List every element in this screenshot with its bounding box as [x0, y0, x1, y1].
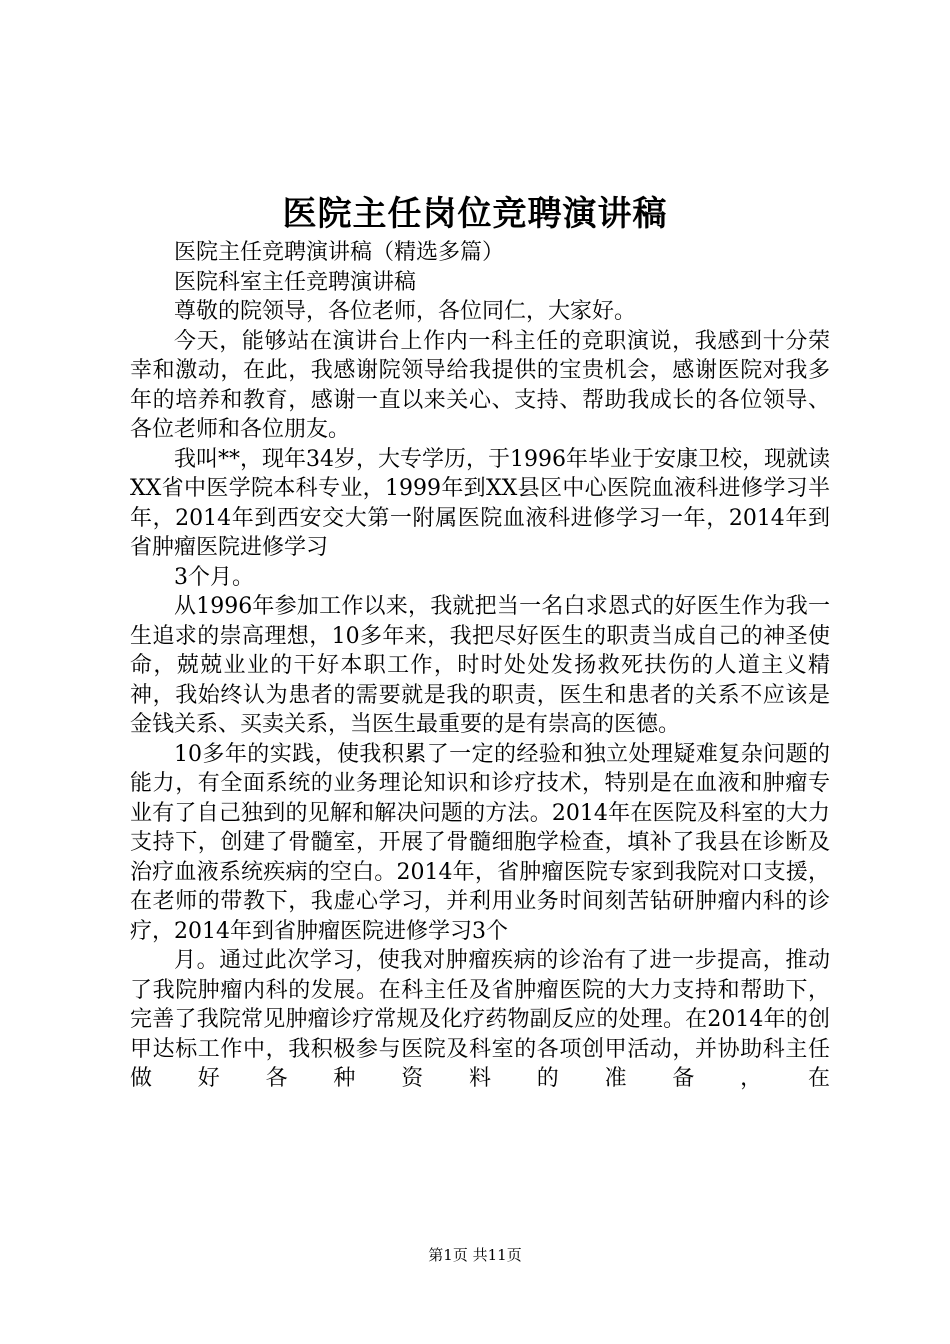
paragraph-experience: 10多年的实践，使我积累了一定的经验和独立处理疑难复杂问题的能力，有全面系统的业务理论知识和诊疗技术，特别是在血液和肿瘤专业有了自己独到的见解和解决问题的方法。2014年在医院及科室的大力支持下，创建了骨髓室，开展了骨髓细胞学检查，填补了我县在诊断及治疗血液系统疾病的空白。2014年，省肿瘤医院专家到我院对口支援，在老师的带教下，我虚心学习，并利用业务时间刻苦钻研肿瘤内科的诊疗，2014年到省肿瘤医院进修学习3个: [130, 741, 830, 944]
page-footer: 第1页 共11页: [428, 1246, 522, 1264]
paragraph-achievements: 月。通过此次学习，使我对肿瘤疾病的诊治有了进一步提高，推动了我院肿瘤内科的发展。在科主任及省肿瘤医院的大力支持和帮助下，完善了我院常见肿瘤诊疗常规及化疗药物副反应的处理。在2014年的创甲达标工作中，我积极参与医院及科室的各项创甲活动，并协助科主任做好各种资料的准备，在: [130, 948, 830, 1091]
document-body: [130, 238, 830, 1094]
paragraph-section-heading: 医院科室主任竞聘演讲稿: [174, 269, 417, 295]
paragraph-ideals: 从1996年参加工作以来，我就把当一名白求恩式的好医生作为我一生追求的崇高理想，10多年来，我把尽好医生的职责当成自己的神圣使命，兢兢业业的干好本职工作，时时处处发扬救死扶伤的人道主义精神，我始终认为患者的需要就是我的职责，医生和患者的关系不应该是金钱关系、买卖关系，当医生最重要的是有崇高的医德。: [130, 594, 830, 737]
paragraph-duration: 3个月。: [174, 564, 254, 590]
paragraph-background: 我叫**，现年34岁，大专学历，于1996年毕业于安康卫校，现就读XX省中医学院本科专业，1999年到XX县区中心医院血液科进修学习半年，2014年到西安交大第一附属医院血液科进修学习一年，2014年到省肿瘤医院进修学习: [130, 446, 830, 560]
paragraph-subtitle: 医院主任竞聘演讲稿（精选多篇）: [174, 240, 505, 265]
document-title: 医院主任岗位竞聘演讲稿: [282, 194, 668, 234]
paragraph-intro: 今天，能够站在演讲台上作内一科主任的竞职演说，我感到十分荣幸和激动，在此，我感谢院领导给我提供的宝贵机会，感谢医院对我多年的培养和教育，感谢一直以来关心、支持、帮助我成长的各位领导、各位老师和各位朋友。: [130, 328, 830, 442]
paragraph-greeting: 尊敬的院领导，各位老师，各位同仁，大家好。: [174, 299, 637, 324]
